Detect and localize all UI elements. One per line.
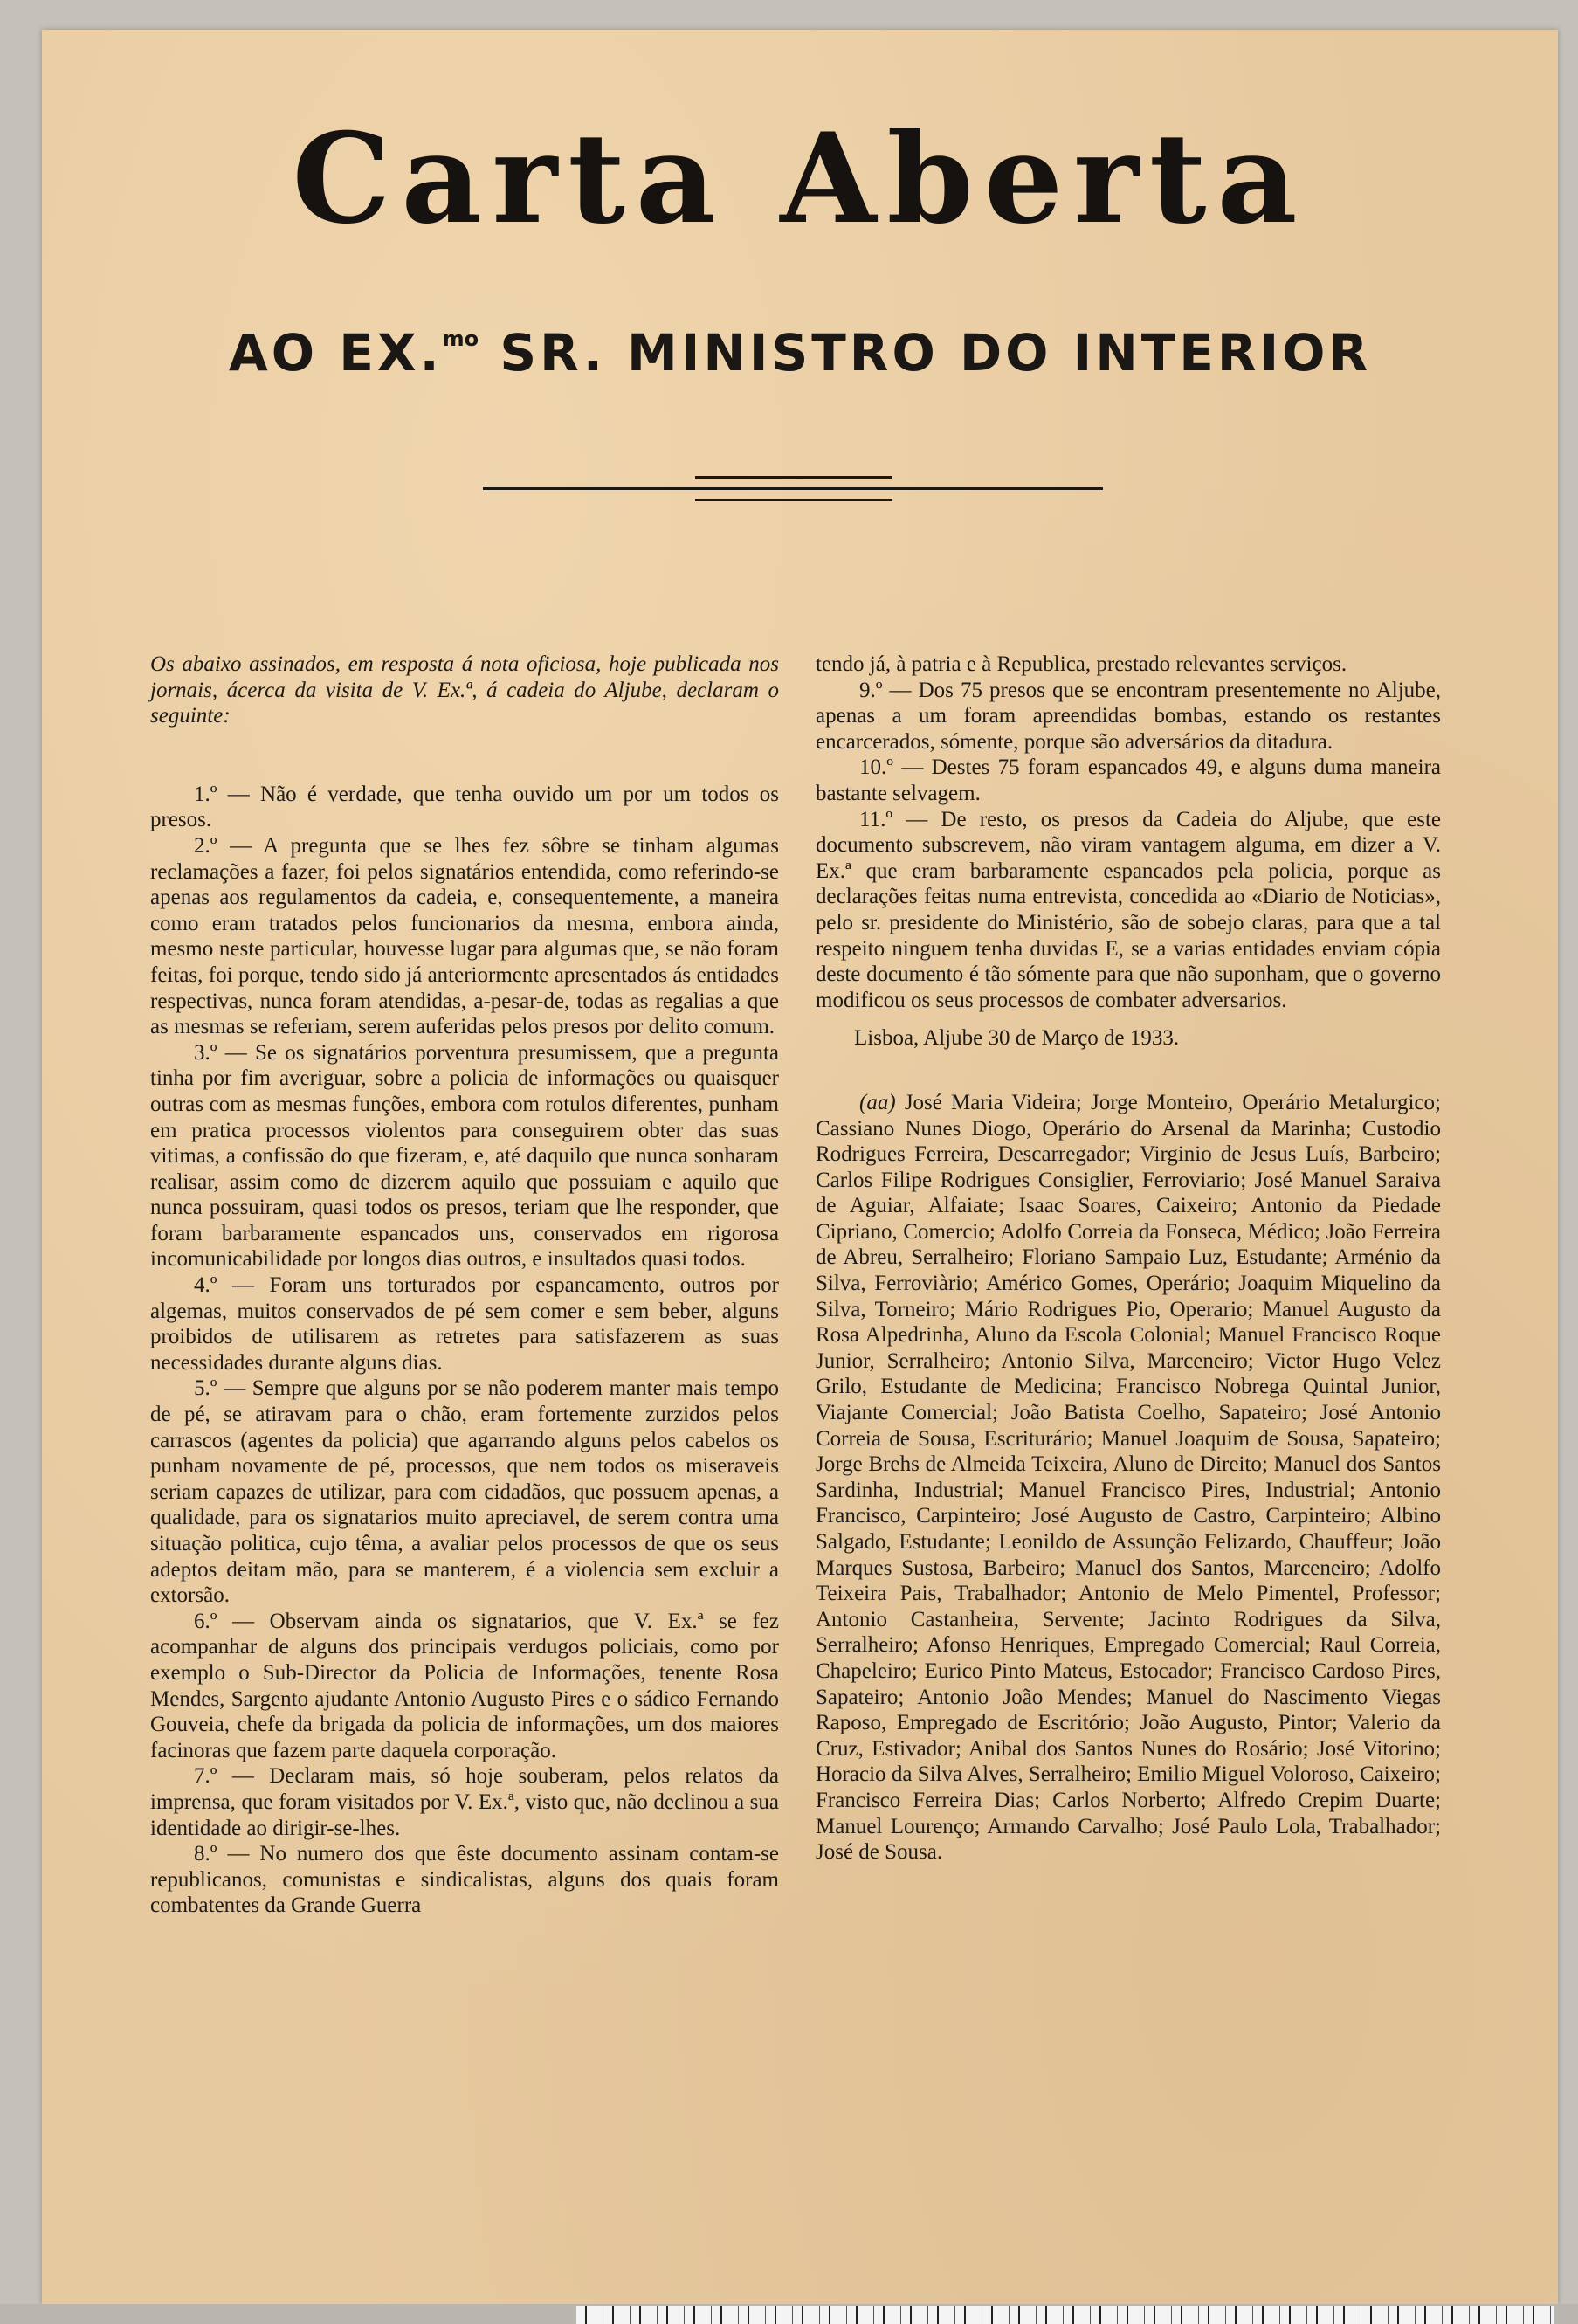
title-rule-short-top	[695, 476, 892, 479]
paragraph-3: 3.º — Se os signatários porventura presumissem, que a pregunta tinha por fim averiguar, sobre a policia de informações ou quaisquer outras com as mesmas funções, embora com rotulos diferentes, punham em pratica processos violentos para conseguirem obter das suas vitimas, a confissão do que fizeram, e, até daquilo que nunca sonharam realisar, assim como de dizerem aquilo que possuiam e aquilo que nunca possuiram, quasi todos os presos, teriam que lhe responder, que foram barbaramente espancados uns, conservados em rigorosa incomunicabilidade por longos dias outros, e insultados quasi todos.	[150, 1040, 779, 1272]
subtitle-main: AO EX.	[228, 323, 443, 383]
signatures-label: (aa)	[859, 1090, 896, 1114]
paragraph-7: 7.º — Declaram mais, só hoje souberam, pelos relatos da imprensa, que foram visitados por V. Ex.ª, visto que, não declinou a sua identidade ao dirigir-se-lhes.	[150, 1764, 779, 1840]
signatures-paragraph	[816, 1090, 1441, 1865]
title-rule-long	[483, 487, 1103, 490]
left-column	[150, 652, 779, 1919]
scan-barcode-strip	[576, 2306, 1554, 2324]
paragraph-8-continuation: tendo já, à patria e à Republica, prestado relevantes serviços.	[816, 652, 1347, 676]
subtitle-superscript: mo	[442, 327, 479, 351]
document-subtitle	[42, 323, 1558, 383]
subtitle-rest: SR. MINISTRO DO INTERIOR	[479, 323, 1372, 383]
paragraph-4: 4.º — Foram uns torturados por espancamento, outros por algemas, muitos conservados de pé sem comer e sem beber, alguns proibidos de utilisarem as retretes para satisfazerem as suas necessidades durante alguns dias.	[150, 1273, 779, 1375]
title-rule-short-bottom	[695, 499, 892, 501]
paragraph-9: 9.º — Dos 75 presos que se encontram presentemente no Aljube, apenas a um foram apreendidas bombas, estando os restantes encarcerados, sómente, porque são adversários da ditadura.	[816, 678, 1441, 754]
document-sheet	[42, 30, 1558, 2304]
document-title: Carta Aberta	[292, 107, 1308, 252]
signatures-list: José Maria Videira; Jorge Monteiro, Operário Metalurgico; Cassiano Nunes Diogo, Operário do Arsenal da Marinha; Custodio Rodrigues Ferreira, Descarregador; Virginio de Jesus Luís, Barbeiro; Carlos Filipe Rodrigues Consiglier, Ferroviario; José Manuel Saraiva de Aguiar, Alfaiate; Isaac Soares, Caixeiro; Antonio da Piedade Cipriano, Comercio; Adolfo Correia da Fonseca, Médico; João Ferreira de Abreu, Serralheiro; Floriano Sampaio Luz, Estudante; Arménio da Silva, Ferroviàrio; Américo Gomes, Operário; Joaquim Miquelino da Silva, Torneiro; Mário Rodrigues Pio, Operario; Manuel Augusto da Rosa Alpedrinha, Aluno da Escola Colonial; Manuel Francisco Roque Junior, Serralheiro; Antonio Silva, Marceneiro; Victor Hugo Velez Grilo, Estudante de Medicina; Francisco Nobrega Quintal Junior, Viajante Comercial; João Batista Coelho, Sapateiro; José Antonio Correia de Sousa, Escriturário; Manuel Joaquim de Sousa, Sapateiro; Jorge Brehs de Almeida Teixeira, Aluno de Direito; Manuel dos Santos Sardinha, Industrial; Manuel Francisco Pires, Industrial; Antonio Francisco, Carpinteiro; José Augusto de Castro, Carpinteiro; Albino Salgado, Estudante; Leonildo de Assunção Felizardo, Chauffeur; João Marques Sustosa, Barbeiro; Manuel dos Santos, Marceneiro; Adolfo Teixeira Pais, Trabalhador; Antonio de Melo Pimentel, Professor; Antonio Castanheira, Servente; Jacinto Rodrigues da Silva, Serralheiro; Afonso Henriques, Empregado Comercial; Raul Correia, Chapeleiro; Eurico Pinto Mateus, Estocador; Francisco Cardoso Pires, Sapateiro; Antonio João Mendes; Manuel do Nascimento Viegas Raposo, Empregado de Escritório; João Augusto, Pintor; Valerio da Cruz, Estivador; Anibal dos Santos Nunes do Rosário; José Vitorino; Horacio da Silva Alves, Serralheiro; Emilio Miguel Voloroso, Caixeiro; Francisco Ferreira Dias; Carlos Norberto; Alfredo Crepim Duarte; Manuel Lourenço; Armando Carvalho; José Paulo Lola, Trabalhador; José de Sousa.	[816, 1090, 1441, 1865]
paragraph-6: 6.º — Observam ainda os signatarios, que V. Ex.ª se fez acompanhar de alguns dos principais verdugos policiais, como por exemplo o Sub-Director da Policia de Informações, tenente Rosa Mendes, Sargento ajudante Antonio Augusto Pires e o sádico Fernando Gouveia, chefe da brigada da policia de informações, um dos maiores facinoras que fazem parte daquela corporação.	[150, 1609, 779, 1762]
paragraph-2: 2.º — A pregunta que se lhes fez sôbre se tinham algumas reclamações a fazer, foi pelos signatários entendida, como referindo-se apenas aos regulamentos da cadeia, e, consequentemente, a maneira como eram tratados pelos funcionarios da mesma, embora ainda, mesmo neste particular, houvesse lugar para algumas que, se não foram feitas, foi porque, tendo sido já anteriormente apresentados ás entidades respectivas, nunca foram atendidas, a-pesar-de, todas as regalias a que as mesmas se referiam, serem auferidas pelos presos por delito comum.	[150, 833, 779, 1039]
paragraph-10: 10.º — Destes 75 foram espancados 49, e alguns duma maneira bastante selvagem.	[816, 755, 1441, 805]
paragraph-1: 1.º — Não é verdade, que tenha ouvido um por um todos os presos.	[150, 782, 779, 832]
right-column	[816, 652, 1441, 1865]
place-date: Lisboa, Aljube 30 de Março de 1933.	[854, 1026, 1180, 1051]
paragraph-8: 8.º — No numero dos que êste documento assinam contam-se republicanos, comunistas e sindicalistas, alguns dos quais foram combatentes da Grande Guerra	[150, 1842, 779, 1918]
intro-paragraph: Os abaixo assinados, em resposta á nota oficiosa, hoje publicada nos jornais, ácerca da visita de V. Ex.ª, á cadeia do Aljube, declaram o seguinte:	[150, 652, 779, 728]
paragraph-11: 11.º — De resto, os presos da Cadeia do Aljube, que este documento subscrevem, não viram vantagem alguma, em dizer a V. Ex.ª que eram barbaramente espancados pela policia, porque as declarações feitas numa entrevista, concedida ao «Diario de Noticias», pelo sr. presidente do Ministério, são de sobejo claras, para que a tal respeito ninguem tenha duvidas E, se a varias entidades enviam cópia deste documento é tão sómente para que não suponham, que o governo modificou os seus processos de combater adversarios.	[816, 807, 1441, 1012]
paragraph-5: 5.º — Sempre que alguns por se não poderem manter mais tempo de pé, se atiravam para o chão, eram fortemente zurzidos pelos carrascos (agentes da policia) que agarrando alguns pelos cabelos os punham novamente de pé, processos, que nem todos os miseraveis seriam capazes de utilizar, para com cidadãos, que possuem apenas, a qualidade, para os signatarios muito apreciavel, de serem contra uma situação politica, cujo têma, a avaliar pelos processos de que os seus adeptos deitam mão, para se manterem, é a violencia sem excluir a extorsão.	[150, 1376, 779, 1608]
